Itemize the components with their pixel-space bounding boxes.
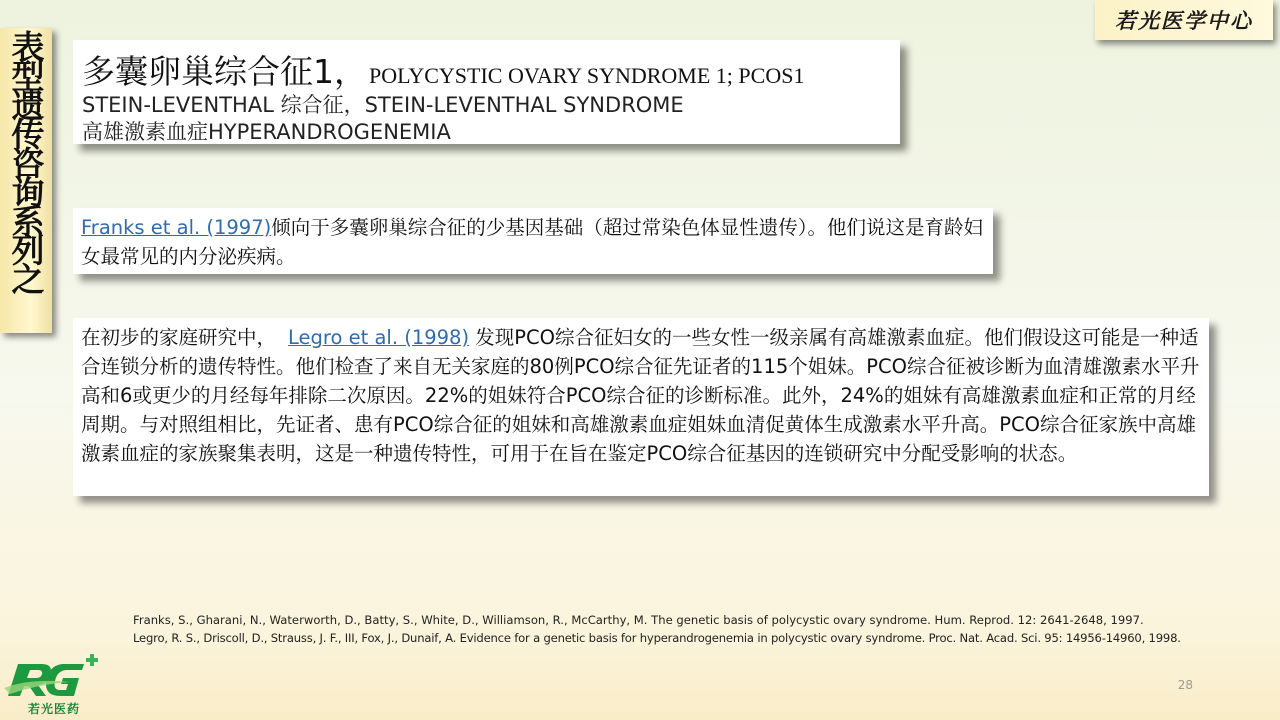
title-english: POLYCYSTIC OVARY SYNDROME 1; PCOS1 bbox=[369, 63, 805, 88]
alt-name-stein: STEIN-LEVENTHAL 综合征，STEIN-LEVENTHAL SYNDROME bbox=[82, 93, 684, 117]
series-banner bbox=[0, 28, 52, 333]
franks-card bbox=[73, 208, 993, 274]
legro-prefix: 在初步的家庭研究中， bbox=[81, 326, 277, 349]
title-chinese: 多囊卵巢综合征1， bbox=[82, 52, 367, 91]
page-number: 28 bbox=[1177, 678, 1193, 692]
brand-name: 若光医学中心 bbox=[1115, 8, 1253, 33]
logo-caption: 若光医药 bbox=[27, 702, 80, 716]
reference-franks: Franks, S., Gharani, N., Waterworth, D., Batty, S., White, D., Williamson, R., McCarthy, M. The genetic basis of polycystic ovary syndrome. Hum. Reprod. 12: 2641-2648, 1997. bbox=[133, 613, 1144, 627]
title-line bbox=[82, 46, 804, 93]
legro-card bbox=[73, 318, 1209, 496]
alt-name-hyperandrogenemia: 高雄激素血症HYPERANDROGENEMIA bbox=[82, 120, 451, 144]
brand-badge bbox=[1095, 0, 1273, 40]
title-card bbox=[73, 40, 900, 144]
references bbox=[133, 611, 1268, 647]
legro-paragraph bbox=[81, 323, 1203, 468]
franks-reference-link[interactable]: Franks et al. (1997) bbox=[81, 216, 272, 239]
series-banner-text: 表型遗传咨询系列之 bbox=[6, 30, 46, 291]
franks-paragraph bbox=[81, 213, 987, 271]
legro-text: 发现PCO综合征妇女的一些女性一级亲属有高雄激素血症。他们假设这可能是一种适合连锁分析的遗传特性。他们检查了来自无关家庭的80例PCO综合征先证者的115个姐妹。PCO综合征被诊断为血清雄激素水平升高和6或更少的月经每年排除二次原因。22%的姐妹符合PCO综合征的诊断标准。此外，24%的姐妹有高雄激素血症和正常的月经周期。与对照组相比，先证者、患有PCO综合征的姐妹和高雄激素血症姐妹血清促黄体生成激素水平升高。PCO综合征家族中高雄激素血症的家族聚集表明，这是一种遗传特性，可用于在旨在鉴定PCO综合征基因的连锁研究中分配受影响的状态。 bbox=[81, 326, 1200, 465]
franks-text: 倾向于多囊卵巢综合征的少基因基础（超过常染色体显性遗传）。他们说这是育龄妇女最常见的内分泌疾病。 bbox=[81, 216, 983, 268]
legro-reference-link[interactable]: Legro et al. (1998) bbox=[288, 326, 470, 349]
reference-legro: Legro, R. S., Driscoll, D., Strauss, J. F., III, Fox, J., Dunaif, A. Evidence for a genetic basis for hyperandrogenemia in polycystic ovary syndrome. Proc. Nat. Acad. Sci. 95: 14956-14960, 1998. bbox=[133, 631, 1181, 645]
